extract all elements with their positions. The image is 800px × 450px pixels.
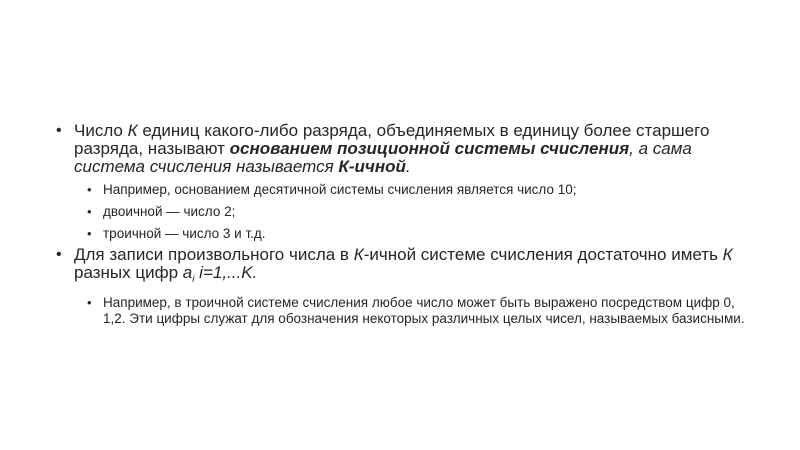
item1-emphasis: основанием позиционной системы счисления xyxy=(229,139,630,158)
sub-item xyxy=(87,295,746,327)
bullet-icon: • xyxy=(56,122,62,139)
item1-text-b: единиц какого-либо разряда, объединяемых в единицу более старшего разряда, называют xyxy=(74,121,710,158)
item2-text-c: разных цифр xyxy=(74,263,183,282)
sub-bullet-icon: • xyxy=(87,204,92,219)
bullet-item-2 xyxy=(56,246,746,289)
bullet-item-1 xyxy=(56,122,746,176)
sub-item-text: троичной — число 3 и т.д. xyxy=(103,226,266,241)
sub-item-text: двоичной — число 2; xyxy=(103,204,236,219)
item1-period: . xyxy=(405,157,411,176)
sub-bullet-icon: • xyxy=(87,226,92,241)
sub-item xyxy=(87,182,746,198)
item2-range: i=1,...K. xyxy=(194,263,258,282)
slide-content xyxy=(56,122,746,331)
item2-digit-a: a xyxy=(182,263,193,282)
sub-item-text: Например, в троичной системе счисления любое число может быть выражено посредством цифр 0, 1,2. Эти цифры служат для обозначения некоторых различных целых чисел, называемых базисными. xyxy=(103,295,745,326)
item2-text-b: -ичной системе счисления достаточно иметь xyxy=(363,245,723,264)
sub-item-text: Например, основанием десятичной системы счисления является число 10; xyxy=(103,182,577,197)
item2-text-a: Для записи произвольного числа в xyxy=(74,245,354,264)
sub-list-1 xyxy=(87,182,746,242)
item2-k2: К xyxy=(722,245,733,264)
sub-bullet-icon: • xyxy=(87,295,92,310)
item2-digit-index: i xyxy=(192,274,195,285)
sub-item xyxy=(87,226,746,242)
item1-k: К xyxy=(127,121,138,140)
sub-list-2 xyxy=(87,295,746,327)
sub-item xyxy=(87,204,746,220)
bullet-list xyxy=(56,122,746,327)
item1-emphasis-2: К-ичной xyxy=(338,157,406,176)
item1-comma: , а сама система счисления называется xyxy=(74,139,692,176)
sub-bullet-icon: • xyxy=(87,182,92,197)
bullet-icon: • xyxy=(56,246,62,263)
item1-text-a: Число xyxy=(74,121,128,140)
item2-k: К xyxy=(353,245,364,264)
